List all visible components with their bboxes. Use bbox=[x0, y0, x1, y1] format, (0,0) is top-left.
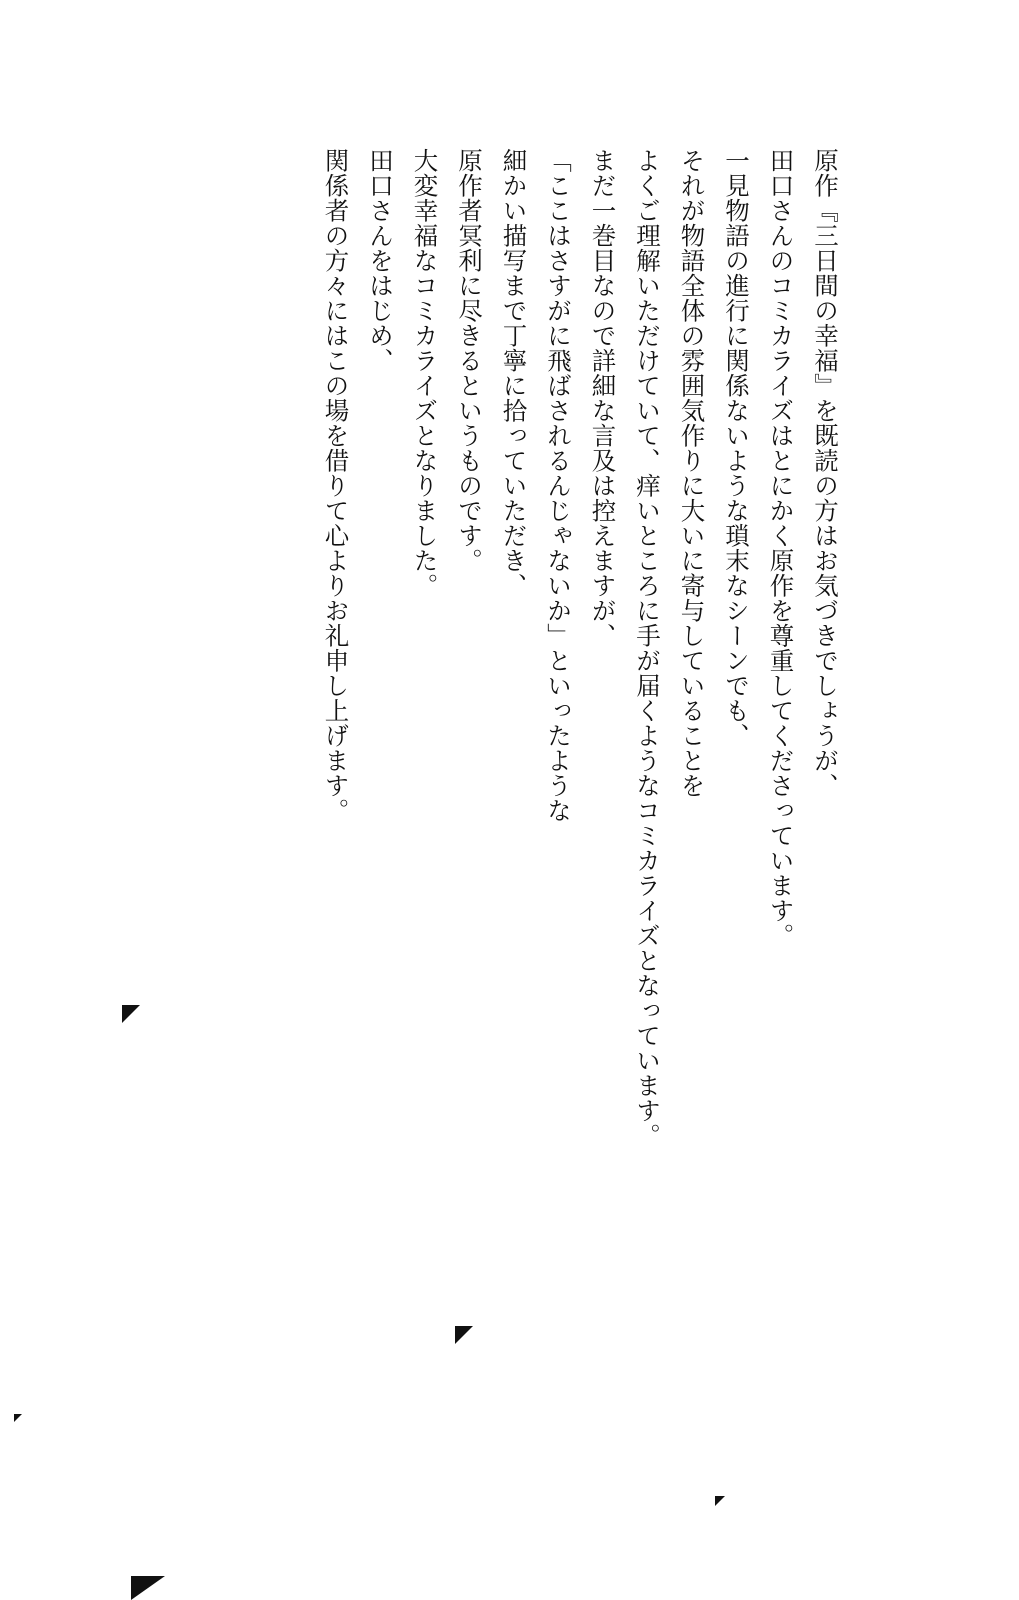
text-line: まだ一巻目なので詳細な言及は控えますが、 bbox=[588, 148, 618, 648]
text-line: 大変幸福なコミカライズとなりました。 bbox=[410, 148, 440, 598]
text-line: 一見物語の進行に関係ないような瑣末なシーンでも、 bbox=[722, 148, 751, 748]
text-line: 田口さんをはじめ、 bbox=[366, 148, 395, 373]
text-line: 原作『三日間の幸福』を既読の方はお気づきでしょうが、 bbox=[811, 148, 840, 798]
text-line: 田口さんのコミカライズはとにかく原作を尊重してくださっています。 bbox=[766, 148, 796, 948]
text-line: 「ここはさすがに飛ばされるんじゃないか」といったような bbox=[544, 148, 573, 823]
text-line: 細かい描写まで丁寧に拾っていただき、 bbox=[499, 148, 529, 598]
corner-triangle-icon bbox=[122, 1005, 140, 1023]
corner-triangle-icon bbox=[14, 1414, 22, 1422]
text-line: よくご理解いただけていて、痒いところに手が届くようなコミカライズとなっています。 bbox=[633, 148, 662, 1148]
corner-triangle-icon bbox=[455, 1326, 473, 1344]
text-line: それが物語全体の雰囲気作りに大いに寄与していることを bbox=[677, 148, 707, 798]
corner-triangle-icon bbox=[715, 1496, 725, 1506]
afterword-text bbox=[313, 148, 847, 1188]
corner-triangle-icon bbox=[131, 1576, 165, 1600]
text-line: 関係者の方々にはこの場を借りて心よりお礼申し上げます。 bbox=[321, 148, 351, 823]
text-line: 原作者冥利に尽きるというものです。 bbox=[455, 148, 484, 573]
